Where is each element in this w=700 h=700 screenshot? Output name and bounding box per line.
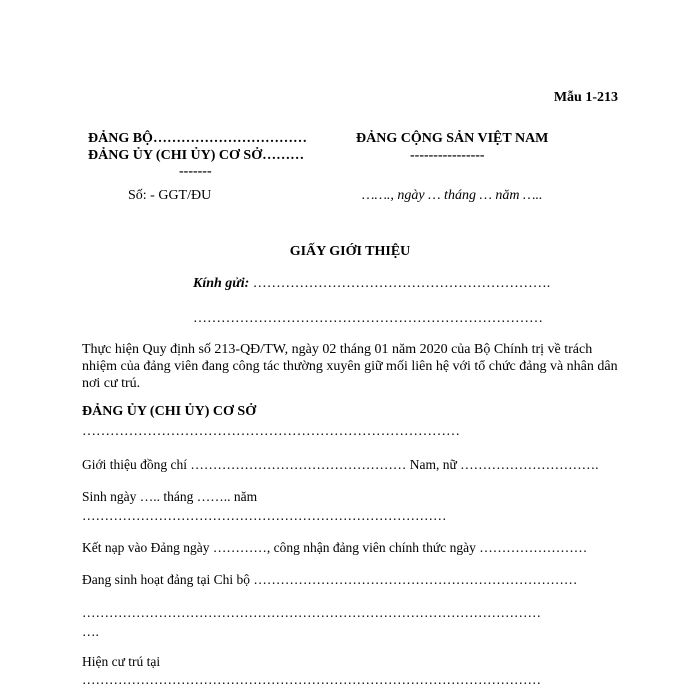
party-activity-field: Đang sinh hoạt đảng tại Chi bộ ………………………………………………………………	[82, 572, 578, 587]
residence-dotted-line: …………………………………………………………………………………………	[82, 672, 541, 687]
introduce-field: Giới thiệu đồng chí ………………………………………… Nam, nữ ………………………….	[82, 457, 599, 472]
party-cell-name: ĐẢNG ỦY (CHI ỦY) CƠ SỞ………	[88, 148, 305, 163]
birth-date-field: Sinh ngày ….. tháng …….. năm	[82, 489, 258, 504]
section-dotted-line: ………………………………………………………………………	[82, 424, 460, 439]
party-activity-dotted-end: ….	[82, 624, 99, 639]
left-header-divider: -------	[179, 164, 212, 179]
recipient-line	[193, 276, 550, 292]
birth-date-dotted-line: ………………………………………………………………………	[82, 508, 447, 523]
right-header-divider: ----------------	[410, 148, 485, 163]
recipient-label: Kính gửi:	[193, 276, 250, 291]
party-committee-name: ĐẢNG BỘ……………………………	[88, 131, 307, 146]
recipient-dots: ……………………………………………………….	[249, 276, 551, 291]
form-code: Mẫu 1-213	[553, 90, 618, 105]
date-line: ……., ngày … tháng … năm …..	[362, 188, 543, 203]
document-number: Số: - GGT/ĐU	[128, 188, 212, 203]
party-national-name: ĐẢNG CỘNG SẢN VIỆT NAM	[356, 131, 549, 146]
residence-field: Hiện cư trú tại	[82, 654, 161, 669]
recipient-line-2: …………………………………………………………………	[193, 311, 543, 326]
document-title: GIẤY GIỚI THIỆU	[289, 244, 411, 259]
party-admission-field: Kết nạp vào Đảng ngày …………, công nhận đảng viên chính thức ngày ……………………	[82, 540, 588, 555]
section-heading: ĐẢNG ỦY (CHI ỦY) CƠ SỞ	[82, 404, 257, 419]
intro-paragraph: Thực hiện Quy định số 213-QĐ/TW, ngày 02 tháng 01 năm 2020 của Bộ Chính trị về trách nhiệm của đảng viên đang công tác thường xuyên giữ mối liên hệ với tổ chức đảng và nhân dân nơi cư trú.	[82, 342, 618, 391]
party-activity-dotted-line: …………………………………………………………………………………………	[82, 605, 541, 620]
